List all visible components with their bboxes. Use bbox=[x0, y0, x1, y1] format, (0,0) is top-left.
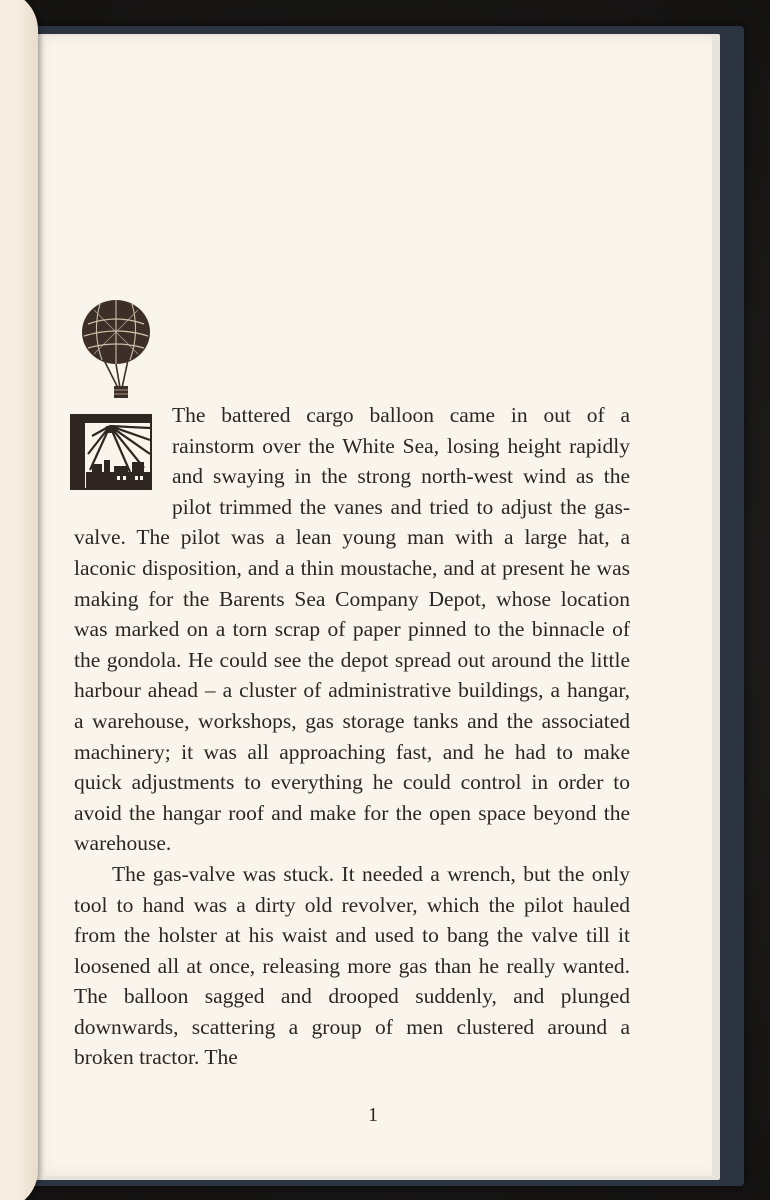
previous-page-edge bbox=[0, 0, 38, 1200]
paragraph-2: The gas-valve was stuck. It needed a wrench, but the only tool to hand was a dirty old revolver, which the pilot hauled from the holster at his waist and used to bang the valve till it loosened all at once, releasing more gas than he really wanted. The balloon sagged and drooped suddenly, and plunged downwards, scattering a group of men clustered around a broken tractor. The bbox=[74, 861, 630, 1070]
page-number: 1 bbox=[368, 1104, 378, 1126]
book-page bbox=[34, 36, 712, 1176]
body-text bbox=[74, 400, 630, 1073]
dropcap bbox=[70, 404, 162, 492]
paragraph-1: The battered cargo balloon came in out of a rainstorm over the White Sea, losing height rapidly and swaying in the strong north-west wind as the pilot trimmed the vanes and tried to adjust the gas-valve. The pilot was a lean young man with a large hat, a laconic disposition, and a thin moustache, and at present he was making for the Barents Sea Company Depot, whose location was marked on a torn scrap of paper pinned to the binnacle of the gondola. He could see the depot spread out around the little harbour ahead – a cluster of administrative buildings, a hangar, a warehouse, workshops, gas storage tanks and the associated machinery; it was all approaching fast, and he had to make quick adjustments to everything he could control in order to avoid the hangar roof and make for the open space beyond the warehouse. bbox=[74, 403, 630, 856]
balloon-woodcut-icon bbox=[74, 296, 156, 408]
dropcap-frame-icon bbox=[70, 414, 152, 490]
